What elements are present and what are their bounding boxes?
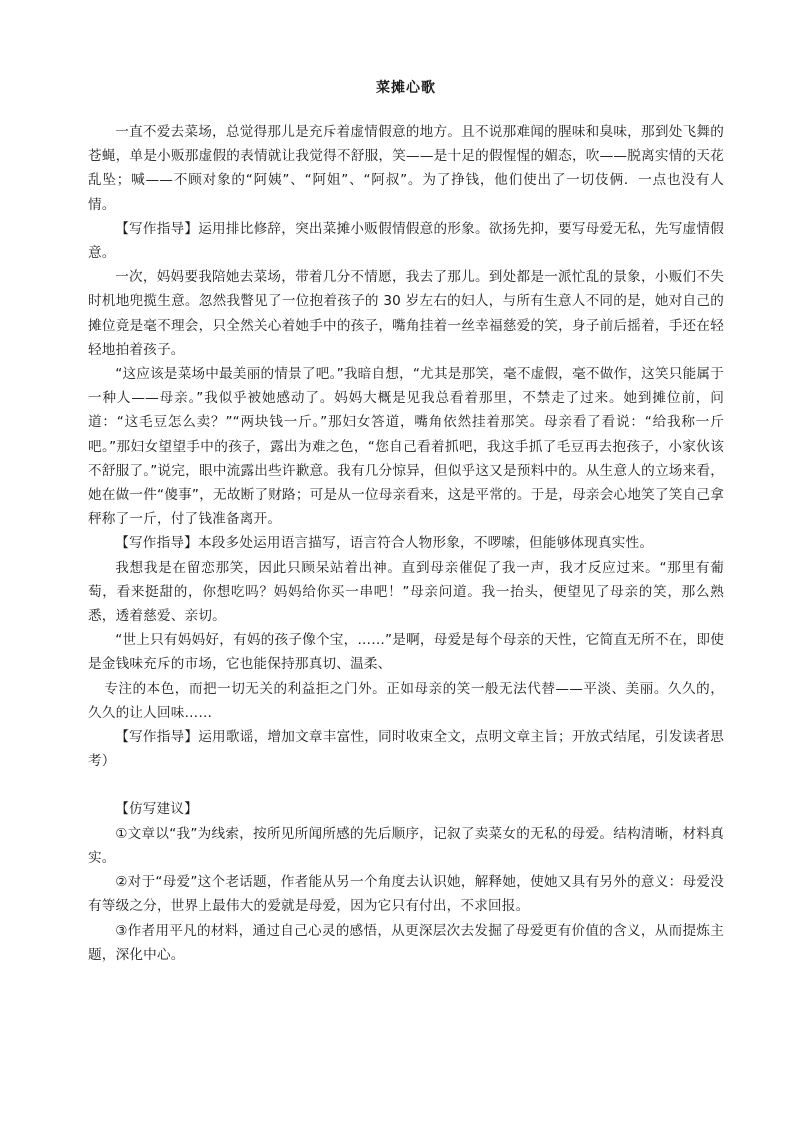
writing-guide-3: 【写作指导】运用歌谣，增加文章丰富性，同时收束全文，点明文章主旨；开放式结尾，引发读者思考）	[88, 729, 724, 770]
paragraph-2: 一次，妈妈要我陪她去菜场，带着几分不情愿，我去了那儿。到处都是一派忙乱的景象，小贩们不失时机地兜揽生意。忽然我瞥见了一位抱着孩子的 30 岁左右的妇人，与所有生意人不同的是，她对自己的摊位竟是毫不理会，只全然关心着她手中的孩子，嘴角挂着一丝幸福慈爱的笑，身子前后摇着，手还在轻轻地拍着孩子。	[88, 269, 724, 358]
document-title: 菜摊心歌	[376, 80, 436, 96]
suggestion-item-1: ①文章以“我”为线索，按所见所闻所感的先后顺序，记叙了卖菜女的无私的母爱。结构清晰，材料真实。	[88, 825, 724, 866]
suggestion-heading: 【仿写建议】	[115, 801, 198, 818]
writing-guide-2: 【写作指导】本段多处运用语言描写，语言符合人物形象，不啰嗦，但能够体现真实性。	[115, 535, 654, 552]
suggestion-item-2: ②对于“母爱”这个老话题，作者能从另一个角度去认识她，解释她，使她又具有另外的意义：母爱没有等级之分，世界上最伟大的爱就是母爱，因为它只有付出，不求回报。	[88, 874, 724, 915]
paragraph-3: “这应该是菜场中最美丽的情景了吧。”我暗自想，“尤其是那笑，毫不虚假，毫不做作，这笑只能属于一种人——母亲。”我似乎被她感动了。妈妈大概是见我总看着那里，不禁走了过来。她到摊位前，问道：“这毛豆怎么卖？”“两块钱一斤。”那妇女答道，嘴角依然挂着那笑。母亲看了看说：“给我称一斤吧。”那妇女望望手中的孩子，露出为难之色，“您自己看着抓吧，我这手抓了毛豆再去抱孩子，小家伙该不舒服了。”说完，眼中流露出些许歉意。我有几分惊异，但似乎这又是预料中的。从生意人的立场来看，她在做一件“傻事”，无故断了财路；可是从一位母亲看来，这是平常的。于是，母亲会心地笑了笑自己拿秤称了一斤，付了钱准备离开。	[88, 366, 724, 528]
document-page	[88, 76, 724, 967]
suggestion-item-3: ③作者用平凡的材料，通过自己心灵的感悟，从更深层次去发掘了母爱更有价值的含义，从而提炼主题，深化中心。	[88, 922, 724, 963]
paragraph-1: 一直不爱去菜场，总觉得那儿是充斥着虚情假意的地方。且不说那难闻的腥味和臭味，那到处飞舞的苍蝇，单是小贩那虚假的表情就让我觉得不舒服，笑——是十足的假惺惺的媚态，吹——脱离实情的天花乱坠；喊——不顾对象的“阿姨”、“阿姐”、“阿叔”。为了挣钱，他们使出了一切伎俩．一点也没有人情。	[88, 124, 724, 213]
paragraph-6: 专注的本色，而把一切无关的利益拒之门外。正如母亲的笑一般无法代替——平淡、美丽。久久的，久久的让人回味……	[88, 680, 724, 721]
paragraph-4: 我想我是在留恋那笑，因此只顾呆站着出神。直到母亲催促了我一声，我才反应过来。“那里有葡萄，看来挺甜的，你想吃吗？妈妈给你买一串吧！”母亲问道。我一抬头，便望见了母亲的笑，那么熟悉，透着慈爱、亲切。	[88, 559, 724, 625]
paragraph-5: “世上只有妈妈好，有妈的孩子像个宝，……”是啊，母爱是每个母亲的天性，它简直无所不在，即使是金钱味充斥的市场，它也能保持那真切、温柔、	[88, 632, 724, 673]
section-spacer	[88, 773, 724, 797]
writing-guide-1: 【写作指导】运用排比修辞，突出菜摊小贩假情假意的形象。欲扬先抑，要写母爱无私，先写虚情假意。	[88, 220, 724, 262]
